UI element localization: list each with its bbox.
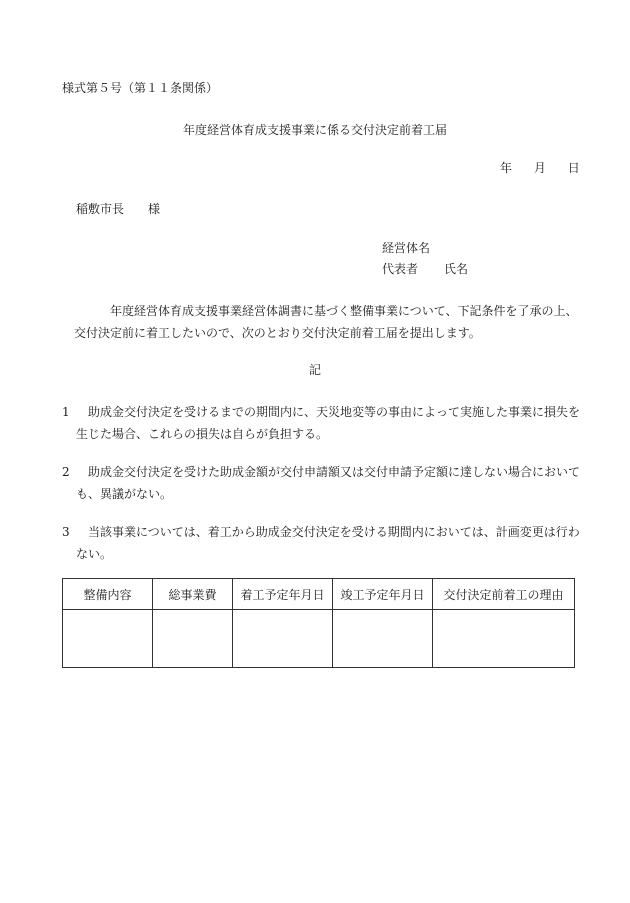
addressee xyxy=(76,201,160,217)
representative-label: 代表者 xyxy=(382,262,419,276)
plan-table xyxy=(62,578,575,668)
cell-reason[interactable] xyxy=(433,610,575,668)
notice-heading: 記 xyxy=(308,363,321,377)
cell-work-content[interactable] xyxy=(63,610,153,668)
condition-text: 助成金交付決定を受けるまでの期間内に、天災地変等の事由によって実施した事業に損失を生じた場合、これらの損失は自らが負担する。 xyxy=(76,405,581,441)
applicant-representative xyxy=(382,261,468,277)
date-line xyxy=(500,160,580,176)
date-day-label: 日 xyxy=(567,161,580,175)
header-start-date: 着工予定年月日 xyxy=(233,579,333,610)
body-paragraph: 年度経営体育成支援事業経営体調書に基づく整備事業について、下記条件を了承の上、交付決定前に着工したいので、次のとおり交付決定前着工届を提出します。 xyxy=(74,304,578,340)
header-total-cost: 総事業費 xyxy=(153,579,233,610)
condition-number: 3 xyxy=(62,525,70,539)
condition-item xyxy=(62,461,582,505)
applicant-org-label: 経営体名 xyxy=(382,241,431,255)
condition-item xyxy=(62,521,582,565)
cell-total-cost[interactable] xyxy=(153,610,233,668)
condition-number: 2 xyxy=(62,465,70,479)
condition-item xyxy=(62,401,582,445)
table-row xyxy=(63,610,575,668)
header-reason: 交付決定前着工の理由 xyxy=(433,579,575,610)
header-completion-date: 竣工予定年月日 xyxy=(333,579,433,610)
document-title: 年度経営体育成支援事業に係る交付決定前着工届 xyxy=(182,123,447,137)
condition-number: 1 xyxy=(62,405,70,419)
date-month-label: 月 xyxy=(533,161,546,175)
cell-start-date[interactable] xyxy=(233,610,333,668)
condition-text: 助成金交付決定を受けた助成金額が交付申請額又は交付申請予定額に達しない場合においても、異議がない。 xyxy=(76,465,581,501)
form-number: 様式第５号（第１１条関係） xyxy=(62,81,219,95)
representative-name-label: 氏名 xyxy=(444,262,469,276)
date-year-label: 年 xyxy=(500,161,513,175)
condition-text: 当該事業については、着工から助成金交付決定を受ける期間内においては、計画変更は行わない。 xyxy=(76,525,580,561)
header-work-content: 整備内容 xyxy=(63,579,153,610)
addressee-name: 稲敷市長 xyxy=(76,202,125,216)
cell-completion-date[interactable] xyxy=(333,610,433,668)
addressee-honorific: 様 xyxy=(148,202,161,216)
table-header-row xyxy=(63,579,575,610)
